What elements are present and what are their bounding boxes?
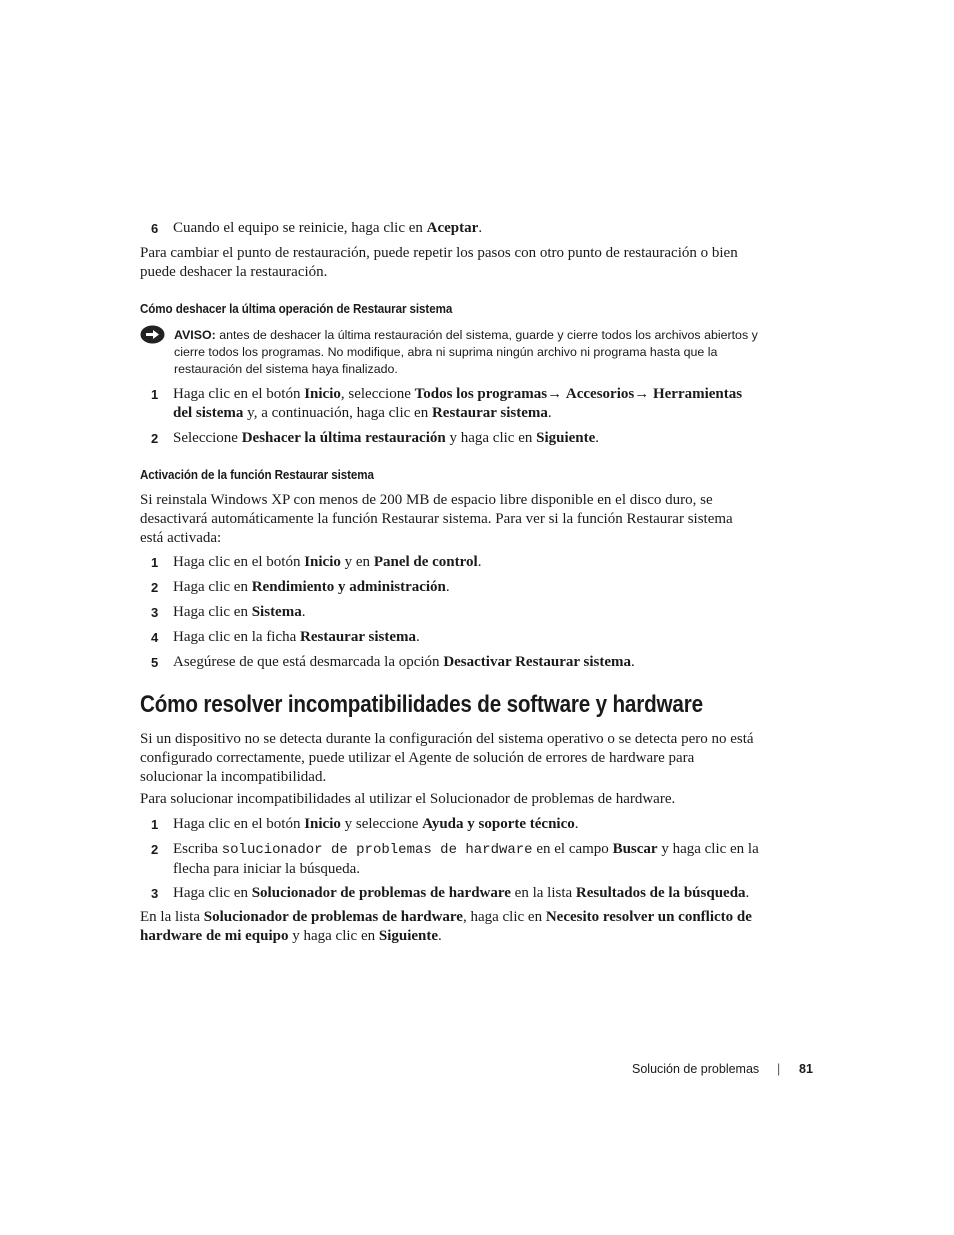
step-text: Haga clic en el botón Inicio y en Panel de control.: [173, 554, 482, 570]
step-text: Haga clic en la ficha Restaurar sistema.: [173, 629, 420, 645]
search-term-code: solucionador de problemas de hardware: [221, 842, 533, 858]
step-number: 2: [151, 431, 159, 446]
step-text: Haga clic en Sistema.: [173, 604, 306, 620]
footer-separator: |: [777, 1062, 781, 1076]
section-heading-enable: Activación de la función Restaurar sistema: [140, 468, 374, 482]
step-number: 1: [151, 387, 159, 402]
step-number: 2: [151, 842, 159, 857]
footer-section-name: Solución de problemas: [632, 1062, 760, 1076]
step-number: 1: [151, 555, 159, 570]
step-number: 5: [151, 655, 159, 670]
page-number: 81: [799, 1062, 813, 1076]
incompat-paragraph-1: Si un dispositivo no se detecta durante la configuración del sistema operativo o se detecta pero no está configurado correctamente, puede utilizar el Agente de solución de errores de hardware para solucionar la incompatibilidad.: [140, 731, 754, 785]
step-text: Asegúrese de que está desmarcada la opción Desactivar Restaurar sistema.: [173, 654, 635, 670]
step-number: 3: [151, 886, 159, 901]
page-title: Cómo resolver incompatibilidades de software y hardware: [140, 691, 703, 718]
step-number: 3: [151, 605, 159, 620]
incompat-paragraph-2: Para solucionar incompatibilidades al utilizar el Solucionador de problemas de hardware.: [140, 791, 676, 807]
step-text: Seleccione Deshacer la última restauración y haga clic en Siguiente.: [173, 430, 600, 446]
step-number: 1: [151, 817, 159, 832]
notice-label: AVISO:: [174, 328, 216, 342]
incompat-final-paragraph: En la lista Solucionador de problemas de hardware, haga clic en Necesito resolver un conflicto de hardware de mi equipo y haga clic en Siguiente.: [140, 909, 752, 944]
step-text: Cuando el equipo se reinicie, haga clic en Aceptar.: [173, 220, 483, 236]
step-text: Haga clic en Solucionador de problemas de hardware en la lista Resultados de la búsqueda.: [173, 885, 750, 901]
notice-text: antes de deshacer la última restauración del sistema, guarde y cierre todos los archivos abiertos y cierre todos los programas. No modifique, abra ni suprima ningún archivo ni programa hasta que la restauración del sistema haya finalizado.: [174, 328, 758, 376]
step-number: 6: [151, 221, 159, 236]
step-number: 2: [151, 580, 159, 595]
step-number: 4: [151, 630, 159, 645]
enable-paragraph: Si reinstala Windows XP con menos de 200 MB de espacio libre disponible en el disco duro, se desactivará automáticamente la función Restaurar sistema. Para ver si la función Restaurar sistema está activada:: [140, 492, 733, 546]
step-text: Haga clic en el botón Inicio y seleccione Ayuda y soporte técnico.: [173, 816, 579, 832]
step-text: Escriba solucionador de problemas de hardware en el campo Buscar y haga clic en la flecha para iniciar la búsqueda.: [173, 841, 759, 877]
notice-arrow-icon: [140, 325, 165, 344]
step-text: Haga clic en Rendimiento y administración.: [173, 579, 450, 595]
section-heading-undo: Cómo deshacer la última operación de Restaurar sistema: [140, 302, 453, 316]
step-text: Haga clic en el botón Inicio, seleccione Todos los programas→ Accesorios→ Herramientas del sistema y, a continuación, haga clic en Restaurar sistema.: [173, 386, 743, 421]
notice: [174, 327, 764, 378]
intro-paragraph: Para cambiar el punto de restauración, puede repetir los pasos con otro punto de restauración o bien puede deshacer la restauración.: [140, 245, 738, 280]
